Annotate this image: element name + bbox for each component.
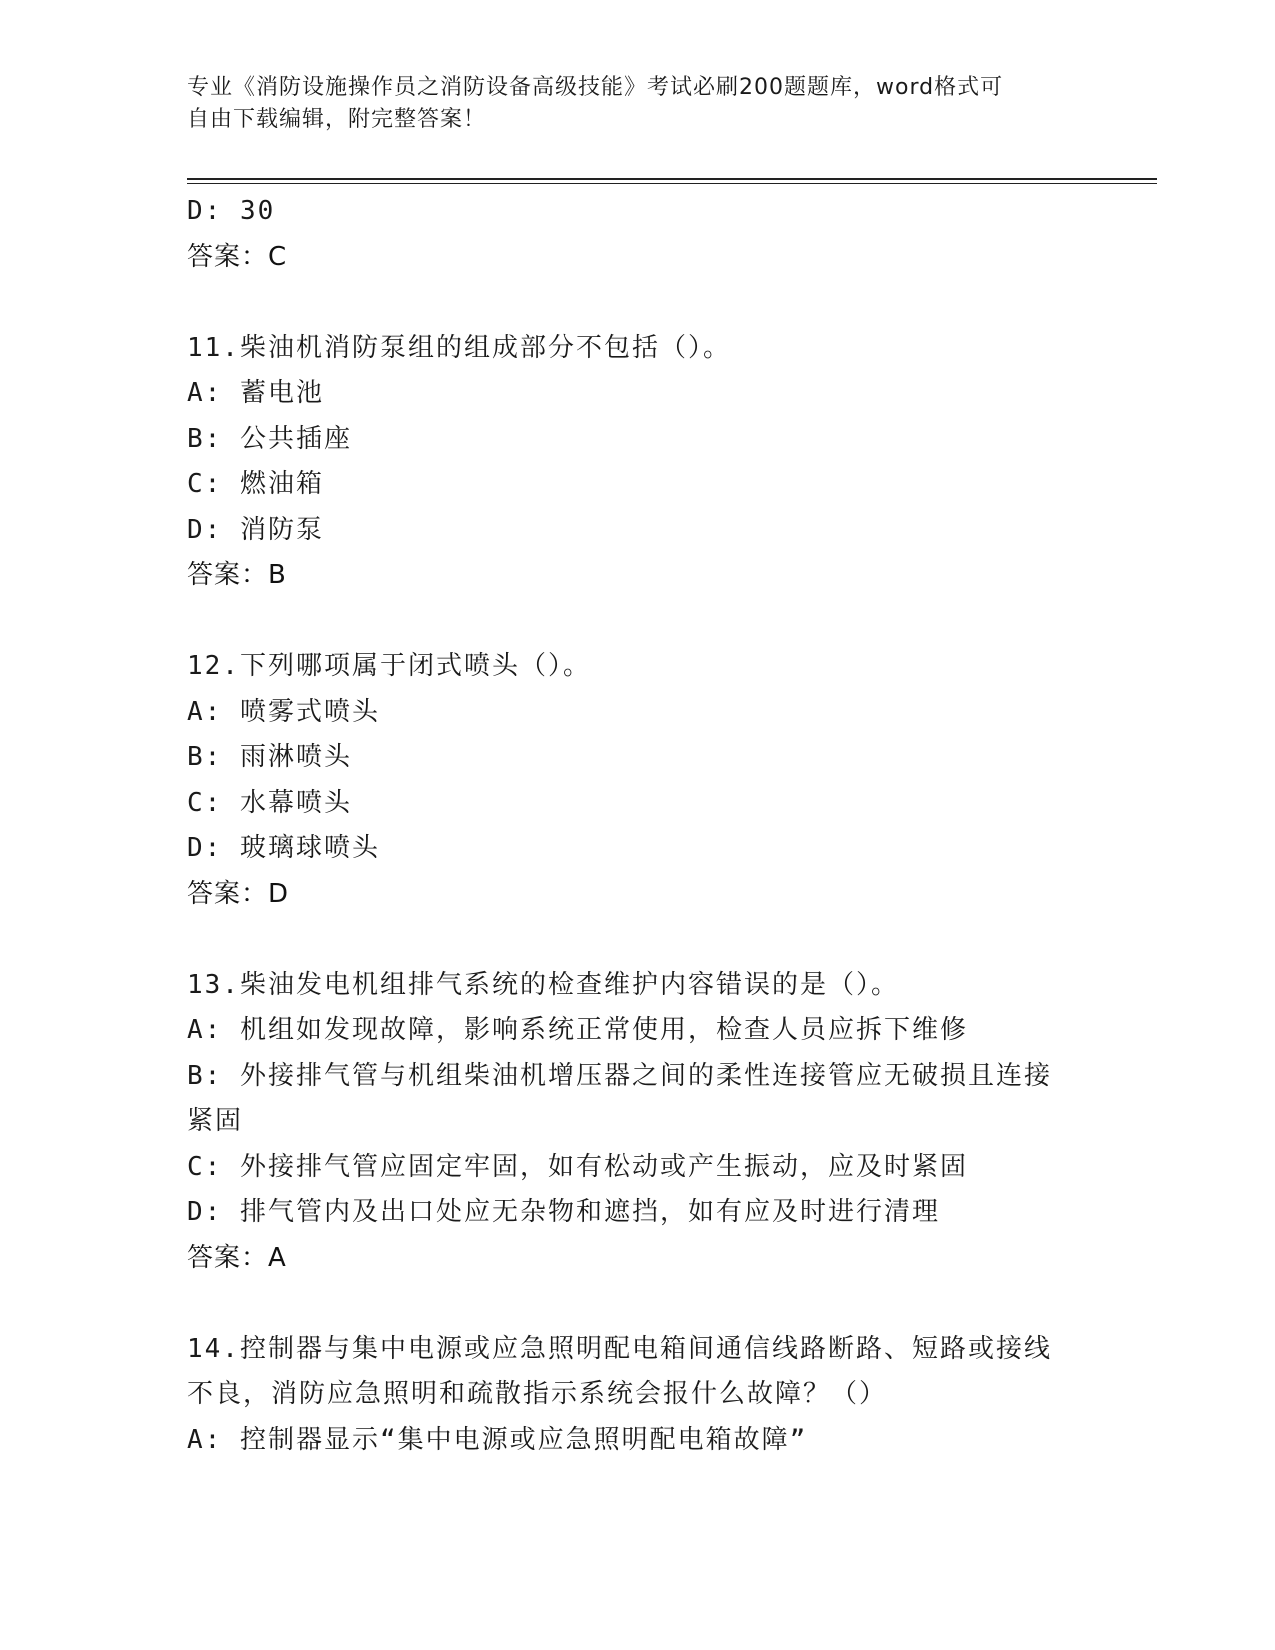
option-a: A: 蓄电池 [187,378,324,408]
option-c: C: 外接排气管应固定牢固，如有松动或产生振动，应及时紧固 [187,1151,968,1182]
answer: 答案：D [187,878,290,909]
spacer [187,917,1087,963]
option-d: D: 消防泵 [187,514,324,545]
question-12 [187,644,1087,917]
question-11 [187,326,1087,599]
question-text-continued: 不良，消防应急照明和疏散指示系统会报什么故障？（） [187,1379,888,1409]
question-text: 12.下列哪项属于闭式喷头（）。 [187,651,591,681]
option-d: D: 排气管内及出口处应无杂物和遮挡，如有应及时进行清理 [187,1197,940,1227]
prev-option-d: D: 30 [187,196,276,226]
option-b: B: 公共插座 [187,423,352,454]
question-list [187,189,1087,1463]
question-text: 14.控制器与集中电源或应急照明配电箱间通信线路断路、短路或接线 [187,1333,1052,1364]
option-b-continued: 紧固 [187,1106,244,1136]
option-a: A: 机组如发现故障，影响系统正常使用，检查人员应拆下维修 [187,1015,968,1045]
question-14 [187,1327,1087,1464]
spacer [187,599,1087,645]
header-line-2: 自由下载编辑，附完整答案！ [187,107,487,132]
prev-answer: 答案：C [187,241,288,272]
document-header [187,72,1067,136]
option-b: B: 外接排气管与机组柴油机增压器之间的柔性连接管应无破损且连接 [187,1060,1052,1091]
question-text: 11.柴油机消防泵组的组成部分不包括（）。 [187,332,731,363]
option-c: C: 水幕喷头 [187,787,352,818]
question-13 [187,963,1087,1282]
question-text: 13.柴油发电机组排气系统的检查维护内容错误的是（）。 [187,969,899,1000]
option-a: A: 控制器显示“集中电源或应急照明配电箱故障” [187,1424,808,1455]
option-d: D: 玻璃球喷头 [187,833,380,863]
spacer [187,280,1087,326]
spacer [187,1281,1087,1327]
header-line-1: 专业《消防设施操作员之消防设备高级技能》考试必刷200题题库，word格式可 [187,75,1004,100]
option-c: C: 燃油箱 [187,469,324,499]
option-a: A: 喷雾式喷头 [187,696,380,727]
header-divider-thin [187,183,1157,184]
answer: 答案：A [187,1242,287,1273]
answer: 答案：B [187,560,287,590]
option-b: B: 雨淋喷头 [187,742,352,772]
header-divider-thick [187,178,1157,180]
